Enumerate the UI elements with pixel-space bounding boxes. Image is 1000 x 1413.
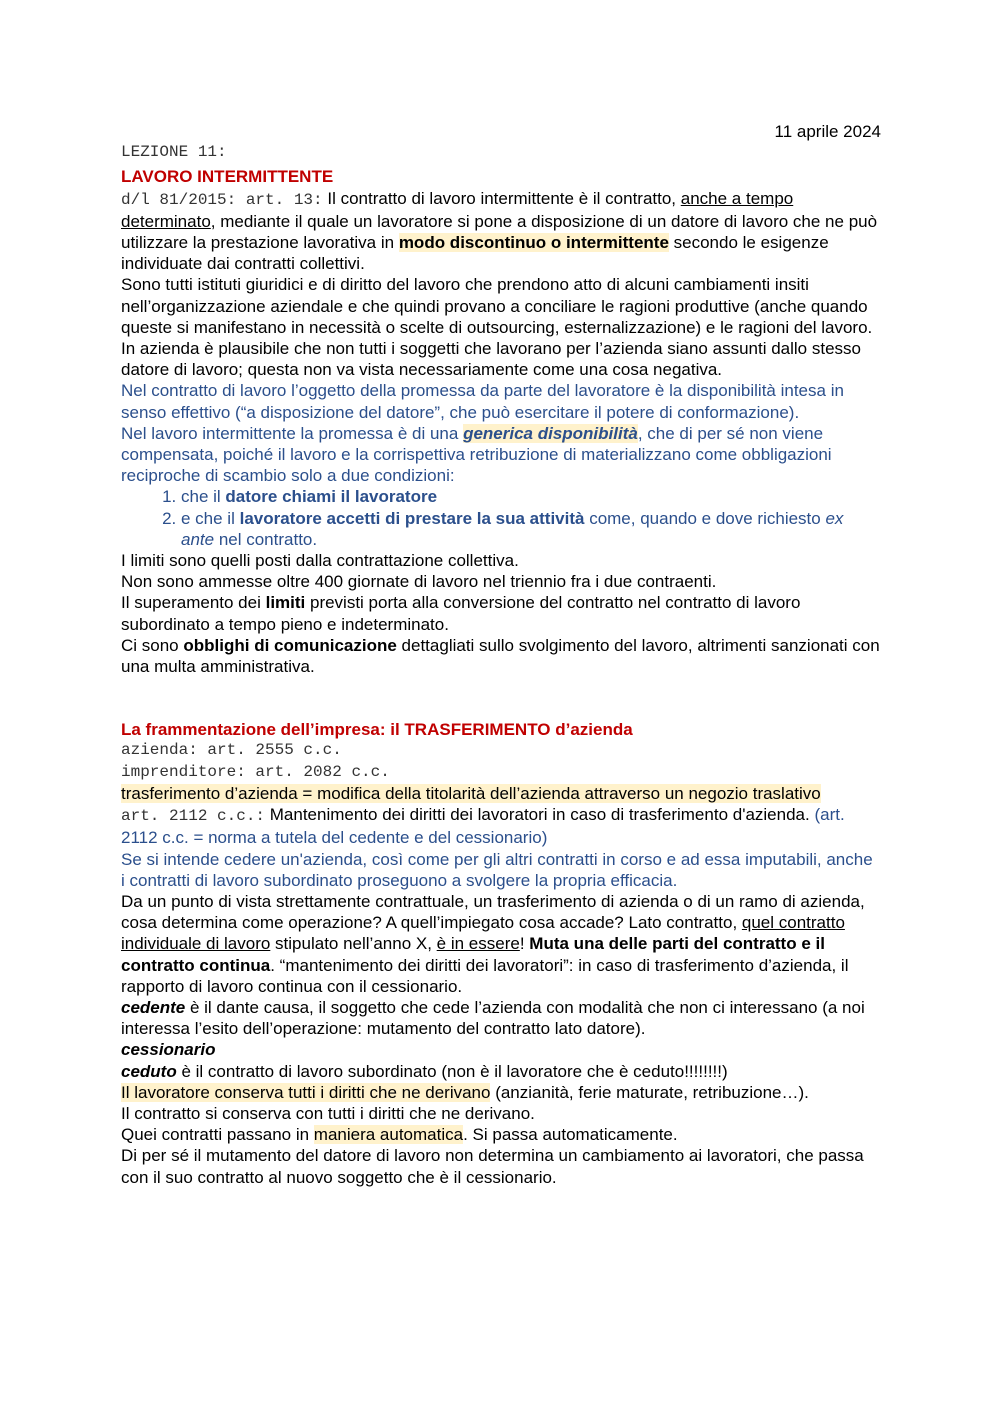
section-title-lavoro-intermittente: LAVORO INTERMITTENTE	[121, 167, 334, 187]
paragraph: Di per sé il mutamento del datore di lavoro non determina un cambiamento ai lavoratori, che passa con il suo contratto al nuovo soggetto che è il cessionario.	[121, 1146, 864, 1187]
paragraph-definition: d/l 81/2015: art. 13: Il contratto di lavoro intermittente è il contratto, anche a tempo determinato, mediante il quale un lavoratore si pone a disposizione di un datore di lavoro che ne può utilizzare la prestazione lavorativa in modo discontinuo o intermittente secondo le esigenze individuate dai contratti collettivi.	[121, 188, 878, 274]
paragraph-blue: Nel contratto di lavoro l’oggetto della promessa da parte del lavoratore è la disponibilità intesa in senso effettivo (“a disposizione del datore”, che può esercitare il potere di conformazione).	[121, 381, 844, 422]
paragraph: Da un punto di vista strettamente contrattuale, un trasferimento di azienda o di un ramo di azienda, cosa determina come operazione? A quell’impiegato cosa accade? Lato contratto, quel contratto individuale di lavoro stipulato nell’anno X, è in essere! Muta una delle parti del contratto e il contratto continua. “mantenimento dei diritti dei lavoratori”: in caso di trasferimento d’azienda, il rapporto di lavoro continua con il cessionario.	[121, 891, 865, 996]
section-title-trasferimento: La frammentazione dell’impresa: il TRASFERIMENTO d’azienda	[121, 720, 633, 740]
paragraph: ceduto è il contratto di lavoro subordinato (non è il lavoratore che è ceduto!!!!!!!!)	[121, 1061, 728, 1081]
lesson-number: LEZIONE 11:	[121, 143, 227, 162]
highlighted-text: modo discontinuo o intermittente	[398, 233, 669, 253]
paragraph-blue: Se si intende cedere un'azienda, così come per gli altri contratti in corso e ad essa imputabili, anche i contratti di lavoro subordinato proseguono a svolgere la propria efficacia.	[121, 849, 873, 890]
law-reference: imprenditore: art. 2082 c.c.	[121, 762, 390, 781]
lesson-date: 11 aprile 2024	[774, 122, 881, 141]
law-reference: d/l 81/2015: art. 13:	[121, 190, 323, 209]
paragraph: Il superamento dei limiti previsti porta alla conversione del contratto nel contratto di lavoro subordinato a tempo pieno e indeterminato.	[121, 593, 801, 634]
law-reference: art. 2112 c.c.:	[121, 807, 266, 826]
paragraph: I limiti sono quelli posti dalla contrattazione collettiva.	[121, 551, 519, 571]
highlighted-text: Il lavoratore conserva tutti i diritti che ne derivano	[121, 1082, 491, 1102]
term-cessionario: cessionario	[121, 1040, 216, 1060]
highlighted-text: maniera automatica	[313, 1125, 464, 1145]
paragraph: In azienda è plausibile che non tutti i soggetti che lavorano per l’azienda siano assunti dallo stesso datore di lavoro; questa non va vista necessariamente come una cosa negativa.	[121, 339, 861, 380]
paragraph: Il contratto si conserva con tutti i diritti che ne derivano.	[121, 1103, 535, 1123]
definition	[121, 783, 881, 804]
list-item: 1. che il datore chiami il lavoratore	[181, 486, 881, 507]
paragraph: art. 2112 c.c.: Mantenimento dei diritti dei lavoratori in caso di trasferimento d'azienda. (art. 2112 c.c. = norma a tutela del cedente e del cessionario)	[121, 805, 845, 848]
paragraph: Quei contratti passano in maniera automatica. Si passa automaticamente.	[121, 1125, 678, 1145]
highlighted-text: generica disponibilità	[463, 423, 638, 443]
paragraph: Ci sono obblighi di comunicazione dettagliati sullo svolgimento del lavoro, altrimenti sanzionati con una multa amministrativa.	[121, 635, 880, 677]
paragraph: Sono tutti istituti giuridici e di diritto del lavoro che prendono atto di alcuni cambiamenti insiti nell’organizzazione aziendale e che quindi provano a conciliare le ragioni produttive (anche quando queste si manifestano in necessità o scelte di outsourcing, esternalizzazione) e le ragioni del lavoro.	[121, 275, 873, 337]
document-page	[121, 121, 881, 1188]
paragraph: cedente è il dante causa, il soggetto che cede l’azienda con modalità che non ci interessano (a noi interessa l’esito dell’operazione: mutamento del contratto lato datore).	[121, 997, 865, 1039]
law-reference: azienda: art. 2555 c.c.	[121, 741, 342, 760]
paragraph: Non sono ammesse oltre 400 giornate di lavoro nel triennio fra i due contraenti.	[121, 572, 717, 592]
highlighted-text: trasferimento d’azienda = modifica della titolarità dell’azienda attraverso un negozio traslativo	[121, 783, 821, 803]
section-spacer	[121, 677, 881, 719]
list-item: 2. e che il lavoratore accetti di prestare la sua attività come, quando e dove richiesto ex ante nel contratto.	[181, 508, 881, 550]
paragraph-blue: Nel lavoro intermittente la promessa è di una generica disponibilità, che di per sé non viene compensata, poiché il lavoro e la corrispettiva retribuzione di materializzano come obbligazioni reciproche di scambio solo a due condizioni:	[121, 423, 832, 486]
paragraph: Il lavoratore conserva tutti i diritti che ne derivano (anzianità, ferie maturate, retribuzione…).	[121, 1082, 809, 1102]
underlined-text: anche a tempo determinato	[121, 188, 794, 231]
conditions-list	[121, 486, 881, 550]
